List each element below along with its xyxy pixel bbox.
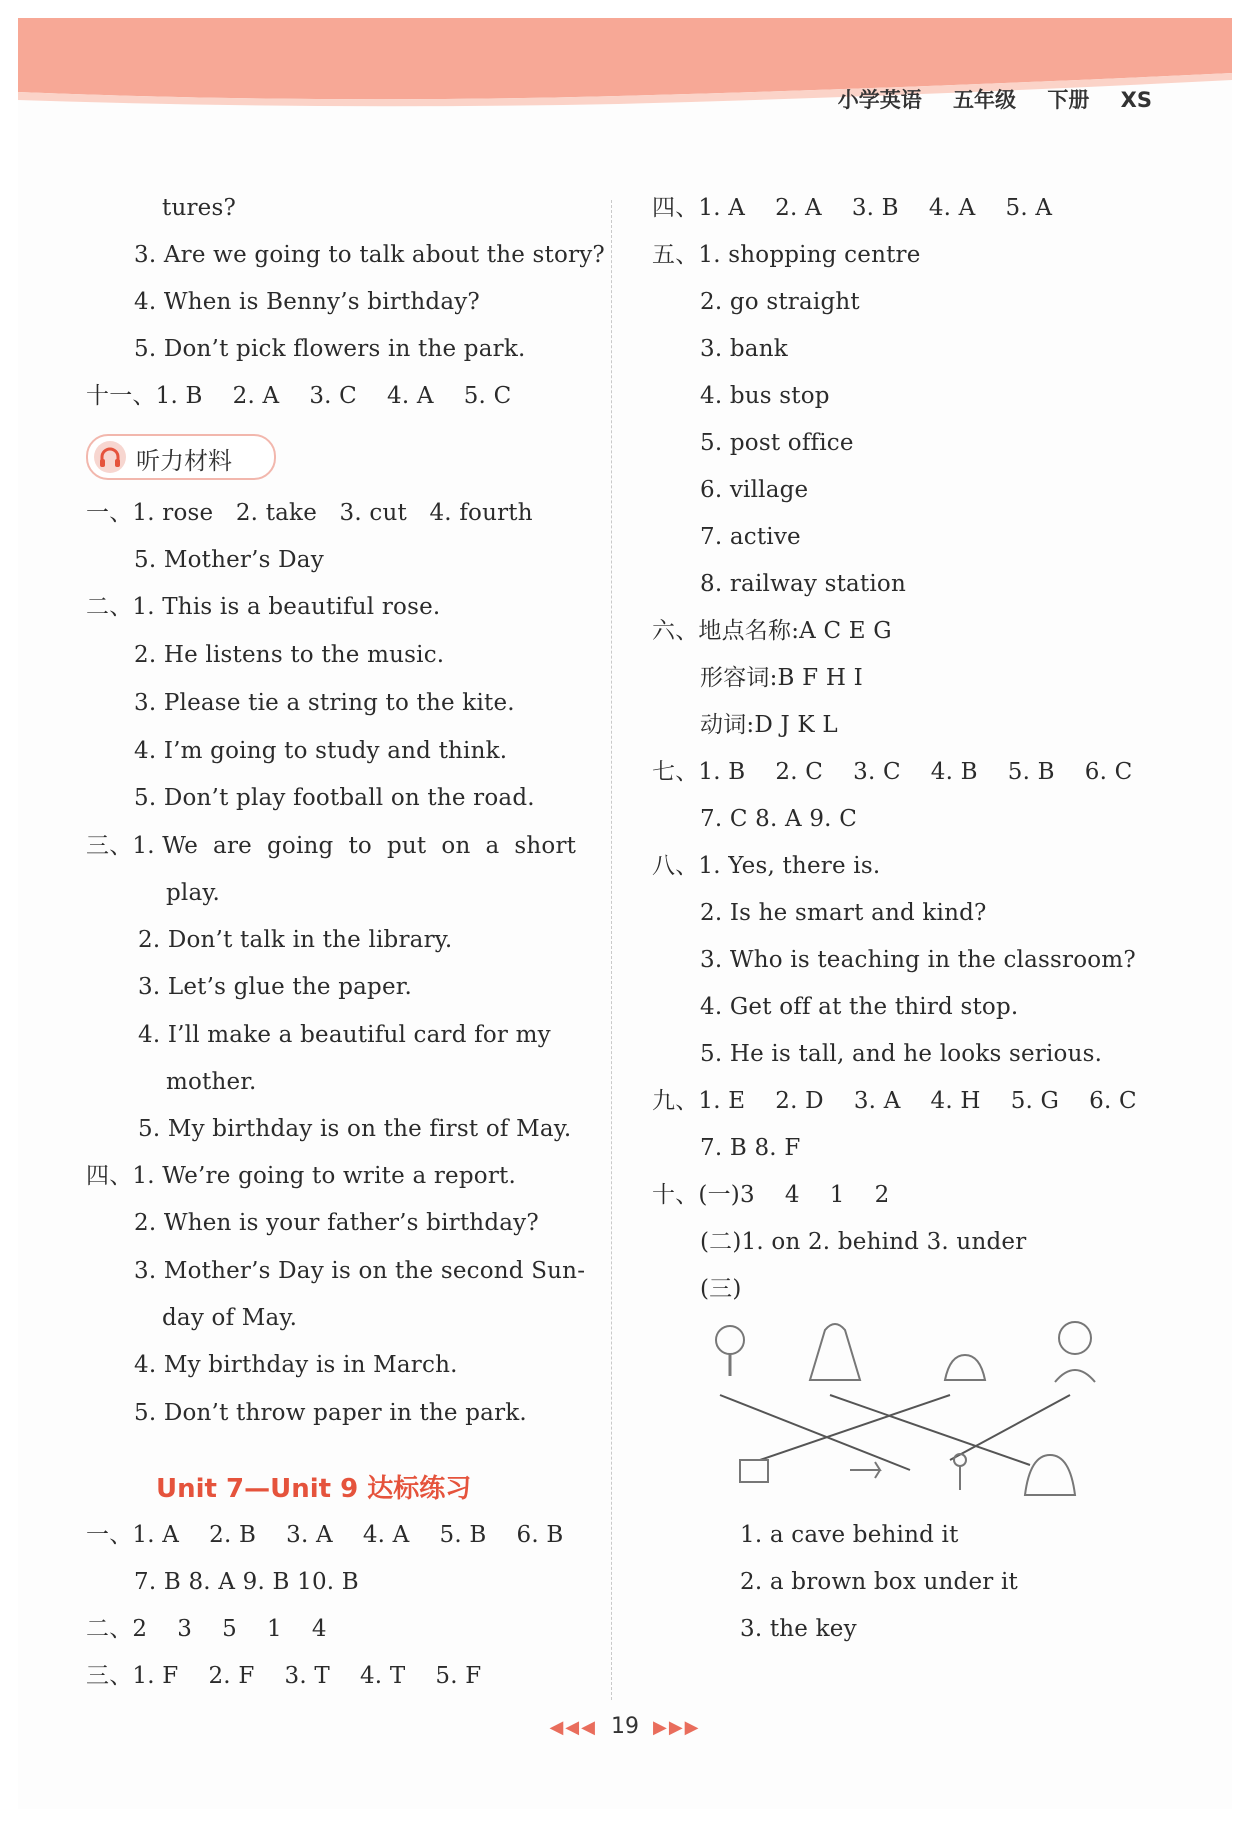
answer-line: 4. I’m going to study and think. xyxy=(134,738,508,764)
answer-line: 7. C 8. A 9. C xyxy=(700,806,857,832)
answer-line: 5. Don’t play football on the road. xyxy=(134,785,535,811)
answer-line: 2. go straight xyxy=(700,289,860,315)
volume-tag: 下册 xyxy=(1047,88,1090,112)
match-line xyxy=(830,1395,1030,1465)
rock-icon xyxy=(945,1355,985,1380)
answer-line: 7. B 8. A 9. B 10. B xyxy=(134,1569,359,1595)
unit-section-2: 二、2 3 5 1 4 xyxy=(86,1616,327,1642)
answer-line: play. xyxy=(166,880,221,906)
header-tags xyxy=(814,84,1152,114)
key-icon xyxy=(954,1454,966,1490)
answer-line: 4. bus stop xyxy=(700,383,830,409)
answer-line: 4. When is Benny’s birthday? xyxy=(134,289,480,315)
answer-line: 8. railway station xyxy=(700,571,906,597)
answer-line: 3. the key xyxy=(740,1616,857,1642)
subject-tag: 小学英语 xyxy=(837,88,922,112)
mountain-icon xyxy=(810,1324,860,1380)
answer-line: 1. a cave behind it xyxy=(740,1522,959,1548)
matching-diagram xyxy=(700,1310,1120,1510)
box-icon xyxy=(740,1460,768,1482)
tree-icon xyxy=(716,1326,744,1376)
answer-line: 4. I’ll make a beautiful card for my xyxy=(138,1022,551,1048)
section-7-right: 七、1. B 2. C 3. C 4. B 5. B 6. C xyxy=(652,759,1133,785)
listen-section-1: 一、1. rose 2. take 3. cut 4. fourth xyxy=(86,500,533,526)
arrow-icon xyxy=(850,1462,880,1478)
answer-line: 2. a brown box under it xyxy=(740,1569,1018,1595)
listening-materials-badge xyxy=(86,434,276,480)
answer-line: mother. xyxy=(166,1069,257,1095)
answer-line: 2. When is your father’s birthday? xyxy=(134,1210,539,1236)
answer-line: 5. Don’t throw paper in the park. xyxy=(134,1400,527,1426)
section-5-right: 五、1. shopping centre xyxy=(652,242,921,268)
answer-line: 5. He is tall, and he looks serious. xyxy=(700,1041,1103,1067)
unit-section-1: 一、1. A 2. B 3. A 4. A 5. B 6. B xyxy=(86,1522,564,1548)
answer-line: 3. Let’s glue the paper. xyxy=(138,974,412,1000)
section-4-right: 四、1. A 2. A 3. B 4. A 5. A xyxy=(652,195,1053,221)
unit-section-3: 三、1. F 2. F 3. T 4. T 5. F xyxy=(86,1663,482,1689)
answer-line: 4. My birthday is in March. xyxy=(134,1352,458,1378)
column-divider xyxy=(611,200,612,1700)
section-11 xyxy=(86,381,511,411)
answer-text: 1. B 2. A 3. C 4. A 5. C xyxy=(155,383,512,409)
answer-line: tures? xyxy=(162,195,236,221)
headphones-icon xyxy=(94,441,126,473)
answer-line: 5. post office xyxy=(700,430,854,456)
answer-line: day of May. xyxy=(162,1305,298,1331)
answer-line: 5. Don’t pick flowers in the park. xyxy=(134,336,526,362)
answer-line: 3. Mother’s Day is on the second Sun- xyxy=(134,1258,586,1284)
answer-line: 3. Are we going to talk about the story? xyxy=(134,242,605,268)
answer-line: 形容词:B F H I xyxy=(700,665,863,691)
answer-line: 5. My birthday is on the first of May. xyxy=(138,1116,572,1142)
section-8-right: 八、1. Yes, there is. xyxy=(652,853,881,879)
answer-line: 5. Mother’s Day xyxy=(134,547,324,573)
answer-line: 2. He listens to the music. xyxy=(134,642,445,668)
answer-line: 7. active xyxy=(700,524,801,550)
listen-section-3: 三、1. We are going to put on a short xyxy=(86,833,577,859)
match-line xyxy=(720,1395,910,1470)
answer-line: (三) xyxy=(700,1276,742,1302)
answer-line: 2. Is he smart and kind? xyxy=(700,900,987,926)
answer-line: 3. Who is teaching in the classroom? xyxy=(700,947,1136,973)
answer-line: 动词:D J K L xyxy=(700,712,838,738)
page-footer xyxy=(0,1714,1250,1739)
left-arrows-icon: ◀◀◀ xyxy=(549,1717,597,1738)
section-10-right: 十、(一)3 4 1 2 xyxy=(652,1182,890,1208)
answer-line: 6. village xyxy=(700,477,809,503)
cave-icon xyxy=(1025,1455,1075,1495)
answer-line: (二)1. on 2. behind 3. under xyxy=(700,1229,1027,1255)
answer-line: 7. B 8. F xyxy=(700,1135,801,1161)
answer-line: 2. Don’t talk in the library. xyxy=(138,927,453,953)
grade-tag: 五年级 xyxy=(953,88,1017,112)
match-line xyxy=(950,1395,1070,1460)
right-arrows-icon: ▶▶▶ xyxy=(653,1717,701,1738)
page-number: 19 xyxy=(611,1714,639,1739)
unit-title: Unit 7—Unit 9 达标练习 xyxy=(156,1474,472,1504)
page-header xyxy=(18,18,1232,112)
answer-line: 4. Get off at the third stop. xyxy=(700,994,1019,1020)
answer-line: 3. Please tie a string to the kite. xyxy=(134,690,515,716)
answer-line: 3. bank xyxy=(700,336,788,362)
listening-title: 听力材料 xyxy=(136,447,232,475)
old-man-icon xyxy=(1055,1322,1095,1382)
section-9-right: 九、1. E 2. D 3. A 4. H 5. G 6. C xyxy=(652,1088,1137,1114)
section-label: 十一、 xyxy=(86,383,156,409)
listen-section-4: 四、1. We’re going to write a report. xyxy=(86,1163,516,1189)
edition-tag: XS xyxy=(1120,88,1152,112)
listen-section-2: 二、1. This is a beautiful rose. xyxy=(86,594,441,620)
section-6-right: 六、地点名称:A C E G xyxy=(652,618,892,644)
